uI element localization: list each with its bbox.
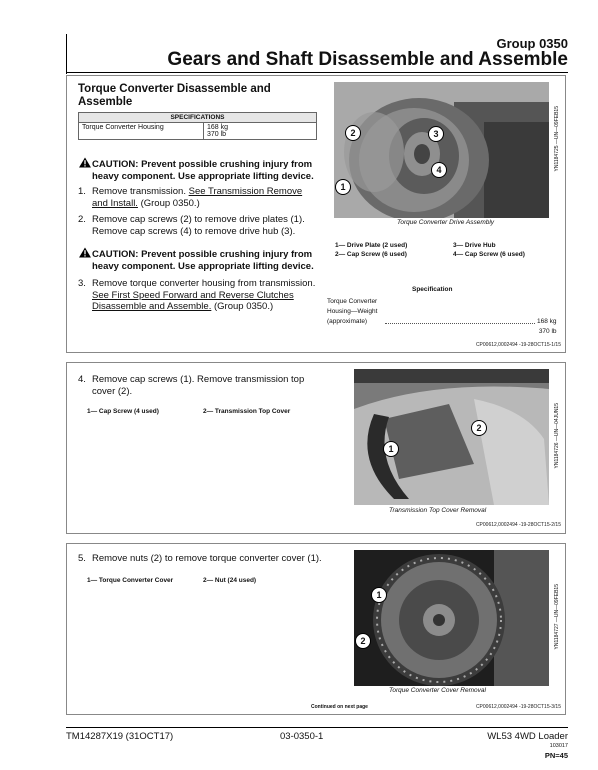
reference-code: CP00612,0002494 -19-28OCT15-2/15 bbox=[475, 522, 561, 528]
warning-triangle-icon bbox=[78, 157, 92, 168]
link-disassemble-assemble[interactable]: Disassemble and Assemble. bbox=[92, 301, 212, 312]
link-transmission-remove[interactable]: See Transmission Remove bbox=[188, 186, 303, 197]
link-install[interactable]: and Install. bbox=[92, 197, 138, 209]
callout-2: 2 bbox=[355, 633, 371, 649]
legend-1: 1— Torque Converter Cover bbox=[87, 577, 174, 584]
callout-1: 1 bbox=[371, 587, 387, 603]
header-rule-vertical bbox=[66, 34, 67, 74]
callout-1: 1 bbox=[335, 179, 351, 195]
spec-values: 168 kg 370 lb bbox=[204, 123, 317, 140]
caution-1: CAUTION: Prevent possible crushing injury from heavy component. Use appropriate lifting device. bbox=[78, 157, 314, 182]
legend-1: 1— Cap Screw (4 used) bbox=[87, 408, 159, 415]
legend-3: 3— Drive Hub bbox=[453, 242, 496, 249]
converter-cover-photo bbox=[354, 550, 549, 686]
photo-caption: Transmission Top Cover Removal bbox=[389, 507, 487, 514]
callout-2: 2 bbox=[345, 125, 361, 141]
continued-note: Continued on next page bbox=[311, 704, 368, 710]
callout-2: 2 bbox=[471, 420, 487, 436]
specification-item: Torque Converter Housing—Weight (approximate) bbox=[327, 298, 378, 325]
reference-code: CP00612,0002494 -19-28OCT15-3/15 bbox=[475, 704, 561, 710]
legend-2: 2— Nut (24 used) bbox=[203, 577, 257, 584]
footer-model: WL53 4WD Loader bbox=[487, 731, 568, 742]
footer-page-number: PN=45 bbox=[544, 751, 568, 760]
warning-triangle-icon bbox=[78, 247, 92, 258]
section-top-cover bbox=[66, 362, 566, 534]
spec-header: SPECIFICATIONS bbox=[79, 113, 317, 123]
photo-id: YN1184727 —UN—09FEB15 bbox=[554, 584, 560, 650]
legend-1: 1— Drive Plate (2 used) bbox=[335, 242, 408, 249]
specification-values: 168 kg 370 lb bbox=[537, 318, 557, 335]
photo-illustration bbox=[354, 550, 549, 686]
step-5: 5. Remove nuts (2) to remove torque converter cover (1). bbox=[78, 553, 322, 564]
callout-1: 1 bbox=[383, 441, 399, 457]
step-4: 4. Remove cap screws (1). Remove transmission top cover (2). bbox=[78, 374, 305, 397]
legend-2: 2— Transmission Top Cover bbox=[203, 408, 291, 415]
photo-illustration bbox=[334, 82, 549, 218]
spec-item: Torque Converter Housing bbox=[79, 123, 204, 140]
specification-title: Specification bbox=[412, 286, 453, 293]
photo-id: YN1184725 —UN—09FEB15 bbox=[554, 106, 560, 172]
step-2: 2. Remove cap screws (2) to remove drive plates (1). Remove cap screws (4) to remove drive hub (3). bbox=[78, 214, 305, 237]
photo-caption: Torque Converter Drive Assembly bbox=[397, 219, 495, 226]
step-1: 1. Remove transmission. See Transmission Remove and Install. (Group 0350.) bbox=[78, 186, 303, 209]
legend-2: 2— Cap Screw (6 used) bbox=[335, 251, 407, 258]
footer-page-code: 03-0350-1 bbox=[280, 731, 324, 742]
section-converter-cover bbox=[66, 543, 566, 715]
reference-code: CP00612,0002494 -19-28OCT15-1/15 bbox=[475, 342, 561, 348]
caution-2: CAUTION: Prevent possible crushing injury from heavy component. Use appropriate lifting device. bbox=[78, 247, 314, 272]
photo-id: YN1184726 —UN—04JUN15 bbox=[554, 403, 560, 469]
legend-4: 4— Cap Screw (6 used) bbox=[453, 251, 525, 258]
top-cover-photo bbox=[354, 369, 549, 505]
link-first-speed-clutches[interactable]: See First Speed Forward and Reverse Clutches bbox=[92, 289, 294, 301]
section-title: Torque Converter Disassemble and Assemble bbox=[78, 83, 271, 108]
group-number: Group 0350 bbox=[496, 36, 568, 51]
leader-dots bbox=[385, 323, 535, 324]
page-title: Gears and Shaft Disassemble and Assemble bbox=[167, 49, 568, 70]
specifications-table bbox=[78, 112, 317, 140]
callout-3: 3 bbox=[428, 126, 444, 142]
header-rule bbox=[66, 72, 568, 73]
footer-date-code: 103017 bbox=[549, 743, 568, 749]
callout-4: 4 bbox=[431, 162, 447, 178]
photo-illustration bbox=[354, 369, 549, 505]
footer-manual-id: TM14287X19 (31OCT17) bbox=[66, 731, 174, 742]
step-3: 3. Remove torque converter housing from transmission. See First Speed Forward and Reverse Clutches Disassemble and Assemble. (Group 0350.) bbox=[78, 278, 316, 312]
section-torque-converter bbox=[66, 75, 566, 353]
footer-rule bbox=[66, 727, 568, 728]
photo-caption: Torque Converter Cover Removal bbox=[389, 687, 486, 694]
torque-converter-drive-photo bbox=[334, 82, 549, 218]
